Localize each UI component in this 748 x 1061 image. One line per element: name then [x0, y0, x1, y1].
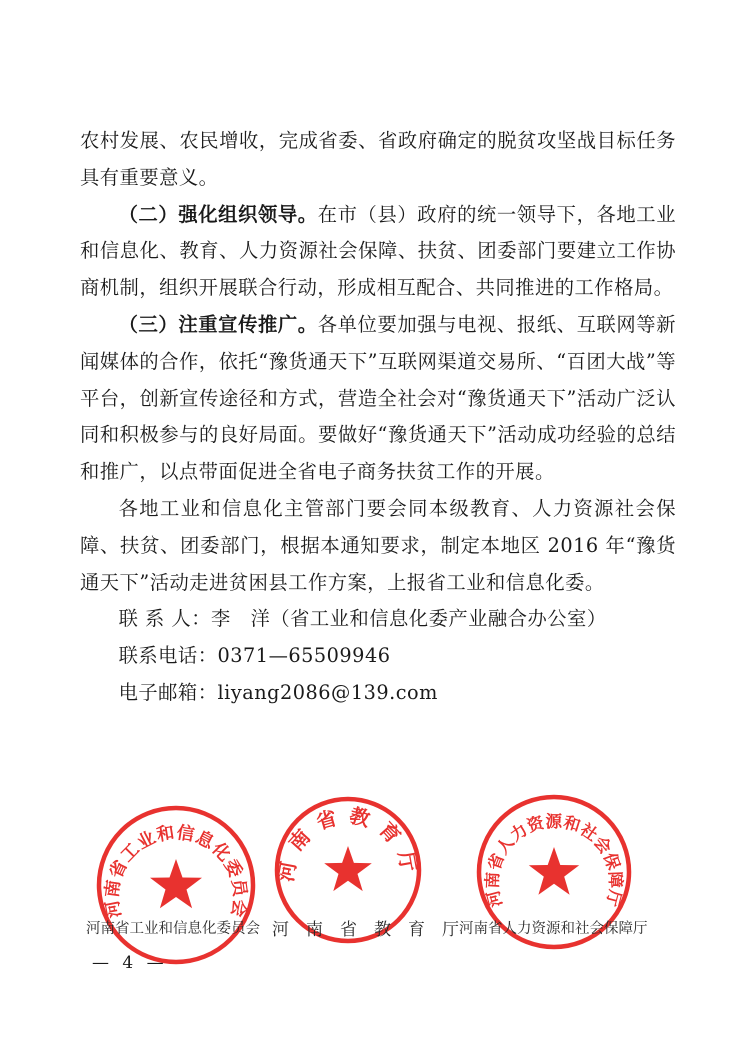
- contact-person: [80, 601, 676, 638]
- contact-phone-value: 0371—65509946: [217, 644, 391, 668]
- contact-email: [80, 675, 676, 712]
- section-heading-3: （三）注重宣传推广。: [118, 312, 318, 336]
- contact-phone: [80, 638, 676, 675]
- paragraph-instructions: 各地工业和信息化主管部门要会同本级教育、人力资源社会保障、扶贫、团委部门，根据本通知要求，制定本地区 2016 年“豫货通天下”活动走进贫困县工作方案，上报省工业和信息化委。: [80, 496, 676, 594]
- contact-email-label: 电子邮箱：: [118, 680, 218, 704]
- seal-2-arc-text: 河南省教育厅: [273, 802, 423, 884]
- star-icon: [324, 846, 372, 891]
- paragraph-publicity-text: 各单位要加强与电视、报纸、互联网等新闻媒体的合作，依托“豫货通天下”互联网渠道交易所、“百团大战”等平台，创新宣传途径和方式，营造全社会对“豫货通天下”活动广泛认同和积极参与的良好局面。要做好“豫货通天下”活动成功经验的总结和推广，以点带面促进全省电子商务扶贫工作的开展。: [80, 312, 677, 484]
- seal-1-arc-text: 河南省工业和信息化委员会: [102, 823, 250, 920]
- section-heading-2: （二）强化组织领导。: [118, 202, 318, 226]
- paragraph-publicity: [80, 307, 676, 491]
- contact-email-value: liyang2086@139.com: [217, 680, 438, 704]
- seal-3-caption: 河南省人力资源和社会保障厅: [459, 921, 648, 937]
- paragraph-organization-text: 在市（县）政府的统一领导下，各地工业和信息化、教育、人力资源社会保障、扶贫、团委部门要建立工作协商机制，组织开展联合行动，形成相互配合、共同推进的工作格局。: [80, 202, 677, 300]
- star-icon: [529, 847, 579, 895]
- seal-2-caption: 河 南 省 教 育 厅: [272, 920, 459, 940]
- seal-3-arc-text: 河南省人力资源和社会保障厅: [482, 811, 626, 910]
- page-number: — 4 —: [92, 953, 168, 973]
- seal-1-caption: 河南省工业和信息化委员会: [86, 921, 260, 937]
- contact-phone-label: 联系电话：: [118, 644, 218, 668]
- paragraph-continuation: 农村发展、农民增收，完成省委、省政府确定的脱贫攻坚战目标任务具有重要意义。: [80, 129, 676, 189]
- paragraph-organization: [80, 197, 676, 307]
- contact-person-value: 李 洋（省工业和信息化委产业融合办公室）: [210, 607, 607, 631]
- contact-person-label: 联 系 人：: [118, 607, 211, 631]
- document-body: [80, 123, 676, 712]
- star-icon: [150, 859, 202, 908]
- seal-industry-information: [94, 803, 258, 967]
